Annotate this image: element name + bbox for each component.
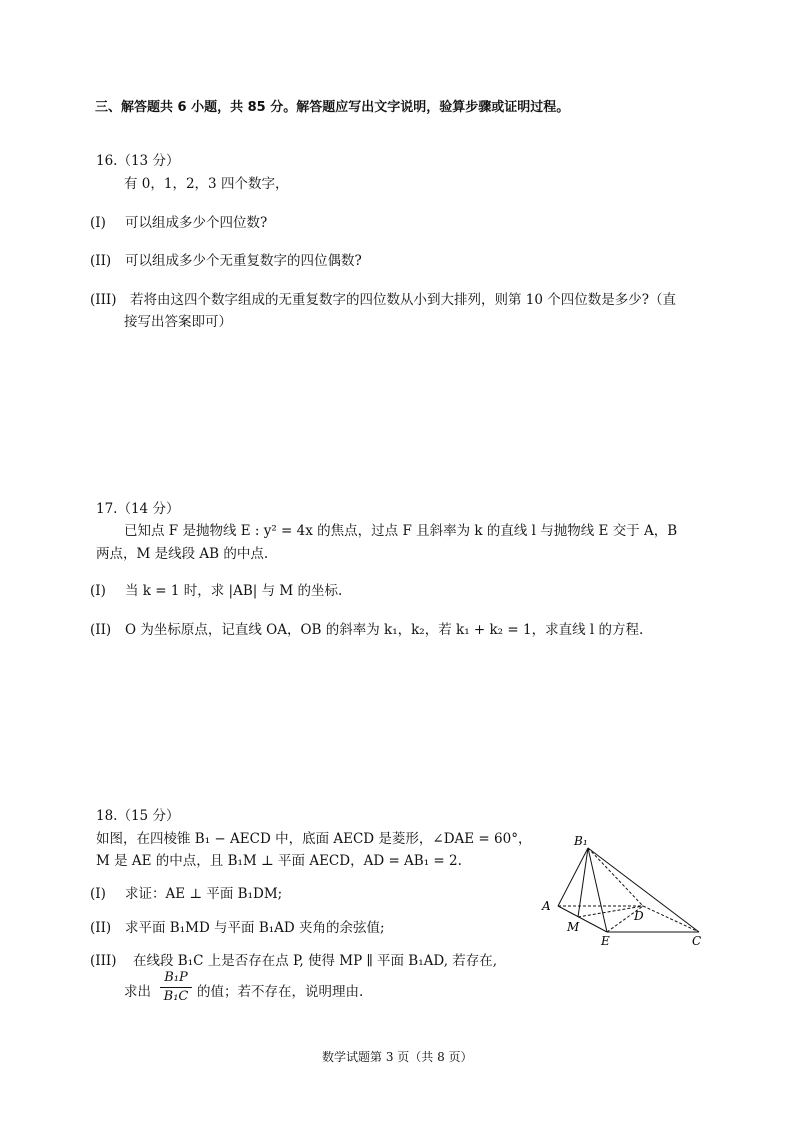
q18-part-3-text: 在线段 B₁C 上是否存在点 P, 使得 MP ∥ 平面 B₁AD, 若存在, bbox=[133, 953, 498, 969]
label-m: M bbox=[567, 920, 580, 934]
question-16-stem: 有 0，1，2，3 四个数字， bbox=[124, 176, 289, 192]
question-18-stem-line1: 如图，在四棱锥 B₁ − AECD 中，底面 AECD 是菱形，∠DAE = 60°， bbox=[96, 831, 532, 847]
q17-part-1-text: 当 k = 1 时，求 |AB| 与 M 的坐标. bbox=[125, 583, 343, 599]
q18-part-2-label: (II) bbox=[90, 920, 112, 936]
q18-part-3-cont-after: 的值；若不存在，说明理由. bbox=[197, 984, 364, 1000]
edge-a-e bbox=[558, 906, 607, 932]
q18-part-1-label: (I) bbox=[90, 886, 106, 902]
question-17-number: 17.（14 分） bbox=[96, 501, 180, 517]
q16-part-1-text: 可以组成多少个四位数? bbox=[125, 215, 268, 231]
label-d: D bbox=[634, 909, 644, 923]
question-18-stem-line2: M 是 AE 的中点，且 B₁M ⊥ 平面 AECD，AD = AB₁ = 2. bbox=[96, 853, 462, 869]
label-a: A bbox=[542, 899, 551, 913]
question-17-stem-line1: 已知点 F 是抛物线 E : y² = 4x 的焦点，过点 F 且斜率为 k 的直线 l 与抛物线 E 交于 A，B bbox=[124, 523, 678, 539]
q18-part-3-label: (III) bbox=[90, 953, 117, 969]
question-17-stem-line2: 两点，M 是线段 AB 的中点. bbox=[96, 546, 269, 562]
q18-part-2-text: 求平面 B₁MD 与平面 B₁AD 夹角的余弦值; bbox=[125, 920, 385, 936]
pyramid-figure bbox=[530, 828, 710, 953]
q16-part-3-text: 若将由这四个数字组成的无重复数字的四位数从小到大排列，则第 10 个四位数是多少?（直 bbox=[130, 292, 676, 308]
question-18-number: 18.（15 分） bbox=[96, 808, 180, 824]
fraction-denominator: B₁C bbox=[163, 989, 189, 1004]
q18-part-3-cont-before: 求出 bbox=[124, 984, 151, 1000]
page-footer: 数学试题第 3 页（共 8 页） bbox=[322, 1050, 473, 1064]
q18-part-1-text: 求证：AE ⊥ 平面 B₁DM; bbox=[125, 886, 283, 902]
label-c: C bbox=[692, 934, 702, 948]
q17-part-2-label: (II) bbox=[90, 622, 112, 638]
question-16-number: 16.（13 分） bbox=[96, 153, 180, 169]
label-e: E bbox=[601, 934, 610, 948]
q16-part-3-continuation: 接写出答案即可） bbox=[124, 314, 232, 330]
q16-part-1-label: (I) bbox=[90, 215, 106, 231]
section-header: 三、解答题共 6 小题，共 85 分。解答题应写出文字说明，验算步骤或证明过程。 bbox=[95, 100, 570, 115]
fraction-numerator: B₁P bbox=[164, 970, 188, 985]
q16-part-2-label: (II) bbox=[90, 253, 112, 269]
edge-d-c bbox=[643, 906, 699, 932]
q17-part-2-text: O 为坐标原点，记直线 OA，OB 的斜率为 k₁，k₂，若 k₁ + k₂ = 1，求直线 l 的方程. bbox=[125, 622, 644, 638]
q16-part-3-label: (III) bbox=[90, 292, 117, 308]
q16-part-2-text: 可以组成多少个无重复数字的四位偶数? bbox=[125, 253, 362, 269]
label-b1: B₁ bbox=[574, 834, 588, 848]
fraction-bar bbox=[160, 987, 192, 988]
q17-part-1-label: (I) bbox=[90, 583, 106, 599]
edge-b1-d bbox=[588, 848, 643, 906]
